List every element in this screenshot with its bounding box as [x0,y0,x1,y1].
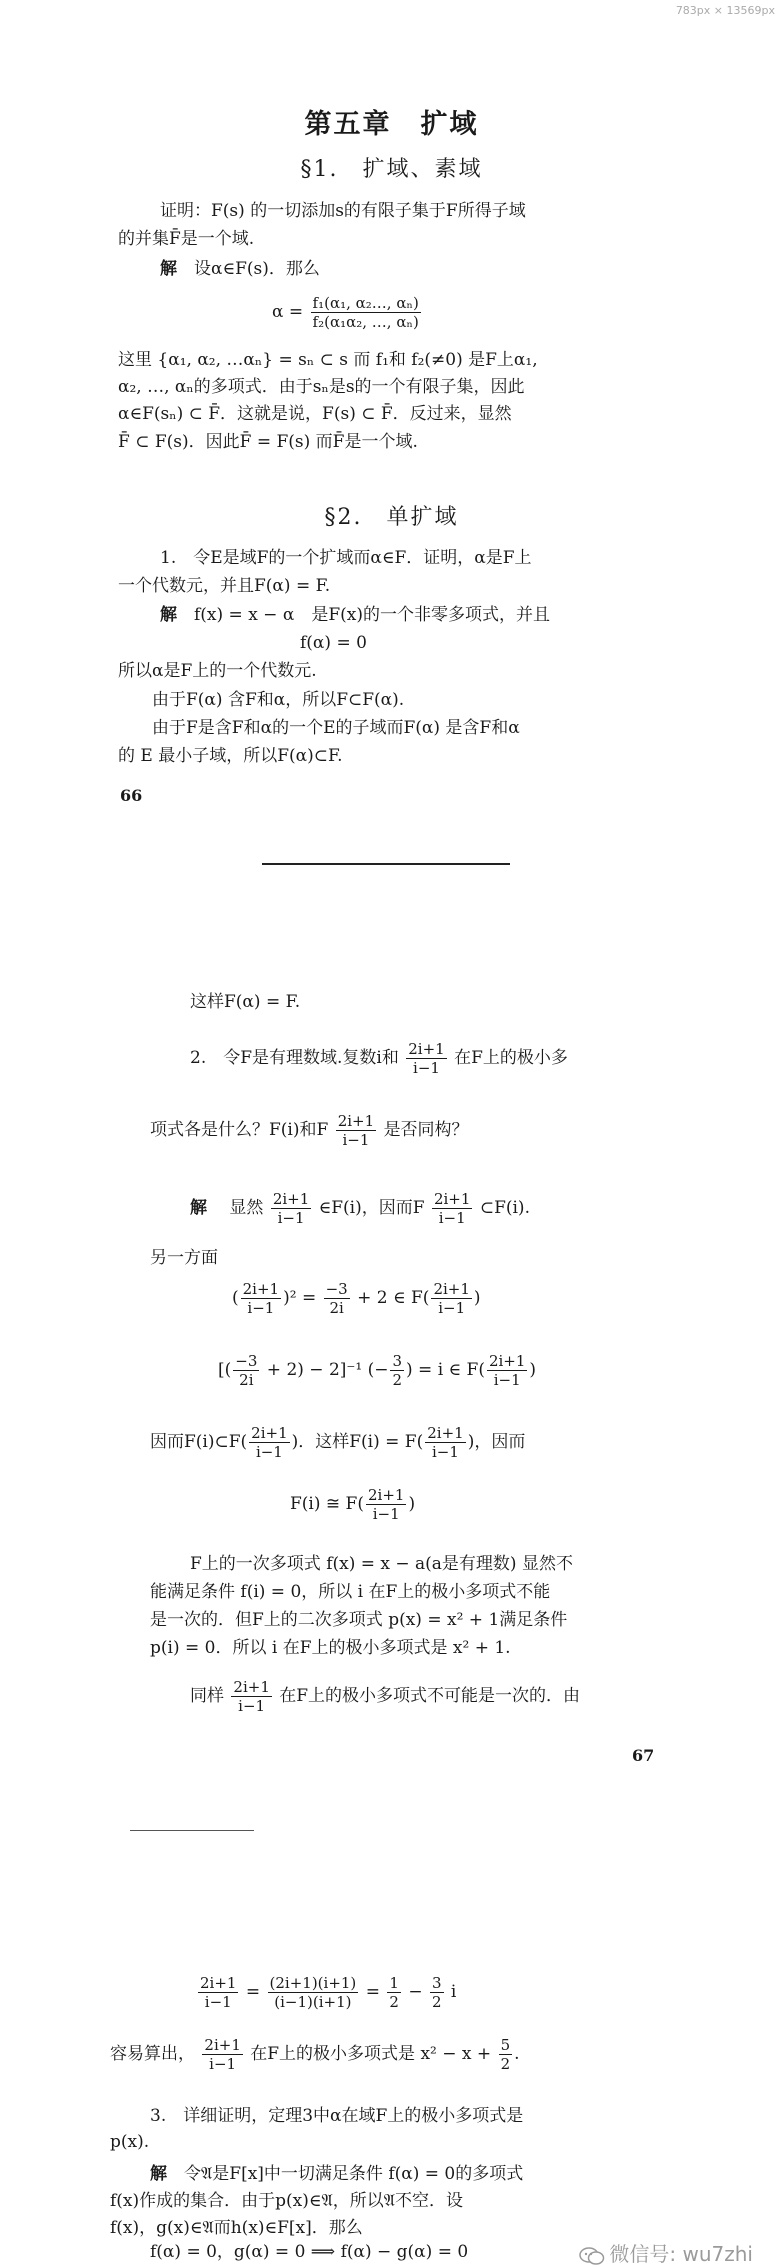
sol-text-b: ∈F(i)，因而F [318,1198,425,1218]
frac-denominator: i−1 [342,1131,370,1149]
section-2-title: §2. 单扩域 [324,505,459,530]
eq2-open: [( [218,1360,232,1380]
same-text-b: 在F上的极小多项式不可能是一次的．由 [279,1686,581,1706]
thus-text-a: 因而F(i)⊂F( [150,1432,248,1452]
eq1-square: )² = [283,1288,317,1308]
frac-denominator: i−1 [438,1299,466,1317]
q3-solution-line-4: f(α) = 0，g(α) = 0 ⟹ f(α) − g(α) = 0 [150,2242,469,2262]
p3-fraction-1 [198,1974,238,2011]
frac-numerator: 2i+1 [200,1974,237,1992]
sec1-paragraph-line-4: F̄ ⊂ F(s)．因此F̄ = F(s) 而F̄是一个域. [118,432,418,452]
sec1-paragraph-line-1: 这里 {α₁, α₂, …αₙ} = sₙ ⊂ s 而 f₁和 f₂(≠0) 是F上α₁, [118,350,538,370]
frac-numerator: (2i+1)(i+1) [269,1974,357,1992]
sol-fraction-2 [432,1190,472,1227]
page-number-67: 67 [632,1746,655,1765]
eq1-fraction-c [431,1280,471,1317]
formula-denominator: f₂(α₁α₂, …, αₙ) [312,313,419,331]
frac-numerator: 2i+1 [433,1190,471,1208]
frac-denominator: i−1 [255,1443,283,1461]
sec2-solution-intro [160,603,550,627]
frac-numerator: 2i+1 [272,1190,310,1208]
isomorphism-line [290,1486,415,1523]
same-fraction [231,1678,271,1715]
sec2-paragraph-line-1: 所以α是F上的一个代数元. [118,661,317,681]
q3-solution-line-3: f(x)，g(x)∈𝔄而h(x)∈F[x]．那么 [110,2218,363,2238]
p3-minus: − [408,1982,423,2002]
paragraph-line-3: 是一次的．但F上的二次多项式 p(x) = x² + 1满足条件 [150,1610,568,1630]
frac-numerator: 2i+1 [233,1678,270,1696]
sec2-question-line-1: 1. 令E是域F的一个扩域而α∈F．证明，α是F上 [160,548,532,568]
frac-denominator: 2 [431,1993,442,2011]
frac-numerator: 2i+1 [427,1424,464,1442]
p3-eq-sign-2: = [365,1982,380,2002]
q2-line-2 [150,1112,469,1149]
q2-text-b: 在F上的极小多 [454,1048,568,1068]
frac-denominator: i−1 [247,1299,275,1317]
solution-label: 解 [150,2164,167,2184]
frac-numerator: 2i+1 [337,1112,375,1130]
frac-denominator: i−1 [493,1371,521,1389]
q2-fraction [406,1040,446,1077]
q3-line-1: 3. 详细证明，定理3中α在域F上的极小多项式是 [150,2106,524,2126]
frac-numerator: −3 [325,1280,348,1298]
sec2-paragraph-line-2: 由于F(α) 含F和α，所以F⊂F(α). [152,690,405,710]
eq2-fraction-a [233,1352,259,1389]
page-divider-2 [130,1830,254,1831]
paragraph-line-2: 能满足条件 f(i) = 0，所以 i 在F上的极小多项式不能 [150,1582,551,1602]
eq1-fraction-b [324,1280,350,1317]
sec1-paragraph-line-2: α₂, …, αₙ的多项式．由于sₙ是s的一个有限子集，因此 [118,377,525,397]
easy-fraction-2 [499,2036,513,2073]
wechat-watermark [579,2238,753,2267]
sec2-paragraph-line-3: 由于F是含F和α的一个E的子域而F(α) 是含F和α [152,718,520,738]
frac-numerator: −3 [235,1352,258,1370]
page2-continuation-line: 这样F(α) = F. [190,992,301,1012]
sec1-question-line-1: 证明：F(s) 的一切添加s的有限子集于F所得子域 [160,201,526,221]
thus-line [150,1424,525,1461]
frac-numerator: 2i+1 [242,1280,280,1298]
q2-text-c: 项式各是什么？F(i)和F [150,1120,329,1140]
p3-eq-sign-1: = [245,1982,261,2002]
frac-denominator: i−1 [238,1697,266,1715]
frac-denominator: 2 [500,2055,511,2073]
sec1-question-line-2: 的并集F̄是一个域. [118,229,255,249]
eq2-fraction-c [487,1352,527,1389]
frac-numerator: 2i+1 [433,1280,470,1298]
easy-text-b: 在F上的极小多项式是 x² − x + [250,2044,492,2064]
eq1-open: ( [232,1288,239,1308]
frac-denominator: i−1 [432,1443,459,1461]
p3-fraction-4 [430,1974,444,2011]
easy-text-a: 容易算出， [110,2044,195,2064]
thus-fraction-2 [425,1424,465,1461]
easy-period: . [514,2044,520,2064]
sec2-question-line-2: 一个代数元，并且F(α) = F. [118,576,331,596]
page-number-66: 66 [120,786,143,805]
frac-numerator: 2i+1 [367,1486,405,1504]
frac-denominator: i−1 [372,1505,400,1523]
frac-denominator: i−1 [413,1059,440,1077]
frac-numerator: 2i+1 [251,1424,288,1442]
formula-lhs: α = [272,302,304,322]
eq2-inverse: + 2) − 2]⁻¹ (− [266,1360,389,1380]
iso-fraction [366,1486,406,1523]
frac-numerator: 2i+1 [204,2036,241,2054]
iso-text-a: F(i) ≅ F( [290,1494,364,1514]
frac-denominator: i−1 [438,1209,466,1227]
eq1-close: ) [473,1288,481,1308]
paragraph-line-1: F上的一次多项式 f(x) = x − a(a是有理数) 显然不 [190,1554,573,1574]
frac-denominator: 2i [329,1299,344,1317]
watermark-text: 微信号: wu7zhi [609,2242,753,2266]
frac-denominator: 2 [392,1371,403,1389]
formula-fraction [311,294,421,331]
q2-solution-line [190,1190,530,1227]
sol-fraction-1 [271,1190,311,1227]
iso-close: ) [408,1494,416,1514]
frac-denominator: i−1 [277,1209,305,1227]
eq1-fraction-a [241,1280,281,1317]
q3-solution-line-1 [150,2162,523,2186]
q3-line-2: p(x). [110,2132,150,2152]
eq2-equals: ) = i ∈ F( [406,1360,485,1380]
sec1-solution-intro [160,257,320,281]
solution-label: 解 [160,605,177,625]
frac-denominator: 2i [239,1371,254,1389]
equation-1 [232,1280,481,1317]
sol-text-c: ⊂F(i). [479,1198,530,1218]
solution-label: 解 [190,1198,207,1218]
p3-fraction-2 [268,1974,359,2011]
p3-fraction-3 [387,1974,401,2011]
eq1-plus: + 2 ∈ F( [357,1288,430,1308]
frac-denominator: i−1 [209,2055,237,2073]
q3-solution-line-2: f(x)作成的集合．由于p(x)∈𝔄，所以𝔄不空．设 [110,2191,464,2211]
eq2-fraction-b [390,1352,404,1389]
sec1-paragraph-line-3: α∈F(sₙ) ⊂ F̄．这就是说，F(s) ⊂ F̄．反过来，显然 [118,404,512,424]
solution-text: f(x) = x − α 是F(x)的一个非零多项式，并且 [194,605,550,625]
formula-numerator: f₁(α₁, α₂…, αₙ) [312,294,419,312]
easy-line [110,2036,520,2073]
q2-text-d: 是否同构？ [383,1120,469,1140]
frac-numerator: 1 [389,1974,399,1992]
paragraph-line-4: p(i) = 0．所以 i 在F上的极小多项式是 x² + 1. [150,1638,511,1658]
thus-text-c: )，因而 [467,1432,526,1452]
frac-denominator: (i−1)(i+1) [274,1993,352,2011]
frac-numerator: 3 [392,1352,403,1370]
wechat-icon [579,2246,605,2266]
solution-text: 设α∈F(s)．那么 [194,259,320,279]
p3-i: i [450,1982,457,2002]
eq2-close: ) [529,1360,537,1380]
sec2-paragraph-line-4: 的 E 最小子域，所以F(α)⊂F. [118,746,343,766]
equation-2 [218,1352,536,1389]
easy-fraction [202,2036,242,2073]
q2-text-a: 2. 令F是有理数域.复数i和 [190,1048,399,1068]
frac-numerator: 5 [500,2036,511,2054]
chapter-title: 第五章 扩域 [304,109,479,140]
same-text-a: 同样 [190,1686,224,1706]
page3-equation [196,1974,456,2011]
frac-numerator: 2i+1 [408,1040,445,1058]
sec1-formula [272,294,423,331]
frac-denominator: 2 [389,1993,399,2011]
solution-label: 解 [160,259,177,279]
q2-fraction-2 [336,1112,376,1149]
section-1-title: §1. 扩域、素域 [300,157,483,182]
thus-fraction-1 [249,1424,289,1461]
same-line [190,1678,580,1715]
image-size-label: 783px × 13569px [675,4,775,17]
sol-text-a: 显然 [229,1198,264,1218]
page-divider-1 [262,863,510,865]
sec2-equation: f(α) = 0 [300,633,367,653]
sol3-text-a: 令𝔄是F[x]中一切满足条件 f(α) = 0的多项式 [184,2164,524,2184]
thus-text-b: )．这样F(i) = F( [291,1432,424,1452]
q2-line-1 [190,1040,568,1077]
other-hand-label: 另一方面 [150,1248,218,1268]
frac-numerator: 2i+1 [488,1352,526,1370]
frac-numerator: 3 [431,1974,442,1992]
frac-denominator: i−1 [204,1993,232,2011]
